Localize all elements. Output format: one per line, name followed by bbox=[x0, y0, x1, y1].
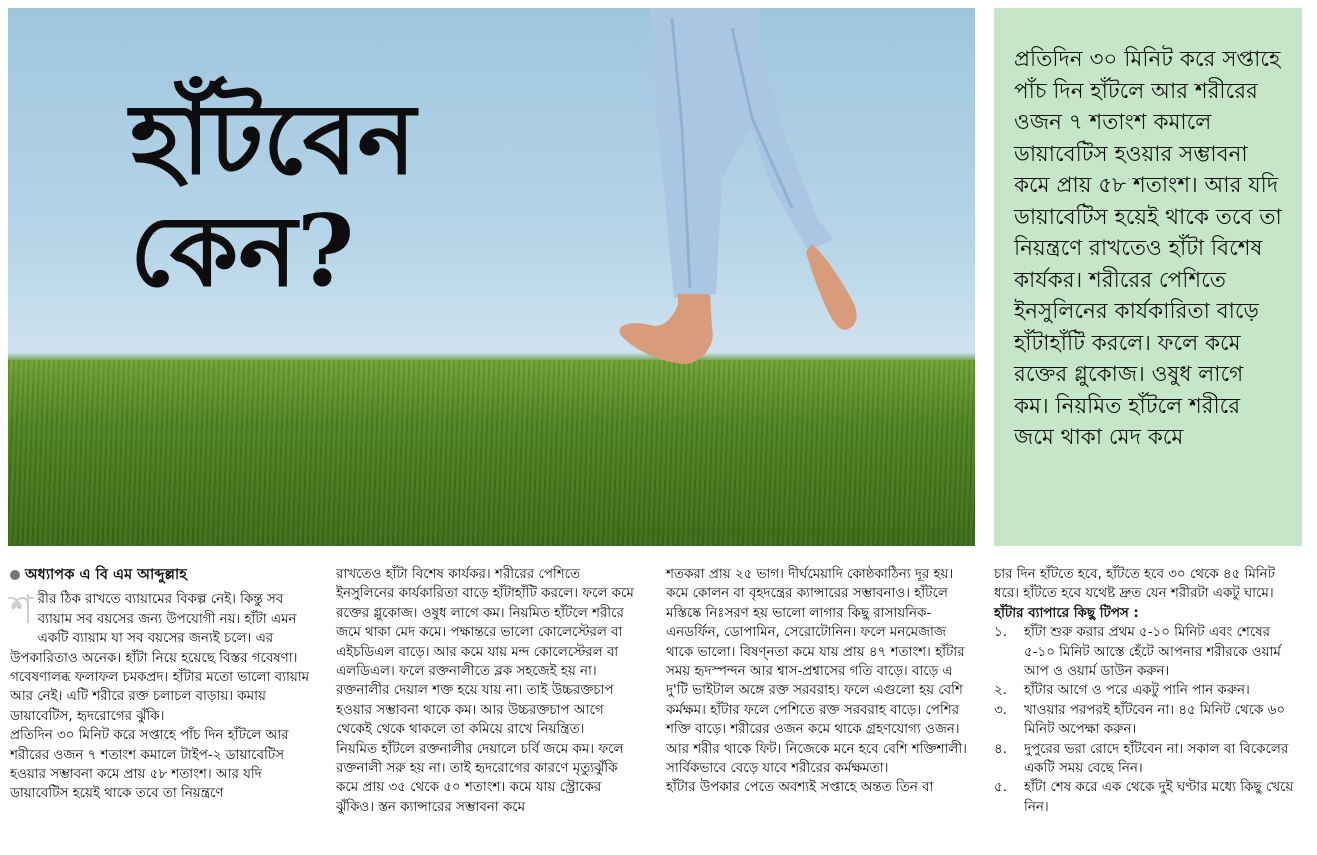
tip-item bbox=[994, 778, 1304, 817]
tip-text: হাঁটার আগে ও পরে একটু পানি পান করুন। bbox=[1024, 683, 1250, 699]
highlight-box bbox=[994, 8, 1302, 546]
article-column-3 bbox=[666, 565, 976, 798]
paragraph: শতকরা প্রায় ২৫ ভাগ। দীর্ঘমেয়াদি কোষ্ঠকাঠিন্য দূর হয়। কমে কোলন বা বৃহদন্ত্রের ক্যান্সারের সম্ভাবনাও। হাঁটলে মস্তিষ্কে নিঃসরণ হয় ভালো লাগার কিছু রাসায়নিক-এনডর্ফিন, ডোপামিন, সেরোটোনিন। ফলে মনমেজাজ থাকে ভালো। বিষণ্নতা কমে যায় প্রায় ৪৭ শতাংশ। হাঁটার সময় হৃদস্পন্দন আর শ্বাস-প্রশ্বাসের গতি বাড়ে। বাড়ে এ দু'টি ভাইটাল অঙ্গে রক্ত সরবরাহ। ফলে এগুলো হয় বেশি কর্মক্ষম। হাঁটার ফলে পেশিতে রক্ত সরবরাহ বাড়ে। পেশির শক্তি বাড়ে। শরীরের ওজন কমে থাকে গ্রহণযোগ্য ওজন। আর শরীর থাকে ফিট। নিজেকে মনে হবে বেশি শক্তিশালী। সার্বিকভাবে বেড়ে যাবে শরীরের কর্মক্ষমতা। bbox=[666, 567, 967, 777]
tip-number: ৩. bbox=[994, 702, 1007, 718]
article-column-4 bbox=[994, 565, 1304, 817]
tip-number: ১. bbox=[994, 625, 1007, 641]
tip-item bbox=[994, 681, 1304, 700]
paragraph: প্রতিদিন ৩০ মিনিট করে সপ্তাহে পাঁচ দিন হাঁটলে আর শরীরের ওজন ৭ শতাংশ কমালে টাইপ-২ ডায়াবেটিস হওয়ার সম্ভাবনা কমে প্রায় ৫৮ শতাংশ। আর যদি ডায়াবেটিস হয়েই থাকে তবে তা নিয়ন্ত্রণে bbox=[10, 728, 289, 802]
tip-text: খাওয়ার পরপরই হাঁটবেন না। ৪৫ মিনিট থেকে ৬০ মিনিট অপেক্ষা করুন। bbox=[1024, 702, 1286, 738]
article-column-1 bbox=[10, 565, 316, 804]
tip-number: ৪. bbox=[994, 741, 1007, 757]
article-column-2 bbox=[336, 565, 640, 817]
headline bbox=[130, 84, 416, 308]
tip-text: হাঁটা শেষ করে এক থেকে দুই ঘণ্টার মধ্যে কিছু খেয়ে নিন। bbox=[1024, 780, 1294, 815]
byline bbox=[10, 565, 316, 584]
paragraph: নিয়মিত হাঁটলে রক্তনালীর দেয়ালে চর্বি জমে কম। ফলে রক্তনালী সরু হয় না। তাই হৃদরোগের কারণে মৃত্যুঝুঁকি কমে প্রায় ৩৫ থেকে ৫০ শতাংশ। কমে যায় স্ট্রোকের ঝুঁকিও। স্তন ক্যান্সারের সম্ভাবনা কমে bbox=[336, 741, 624, 815]
tips-title: হাঁটার ব্যাপারে কিছু টিপস : bbox=[994, 605, 1139, 621]
tip-item bbox=[994, 740, 1304, 779]
paragraph-text: রীর ঠিক রাখতে ব্যায়ামের বিকল্প নেই। কিন্তু সব ব্যায়াম সব বয়সের জন্য উপযোগী নয়। হাঁটা এমন একটি ব্যায়াম যা সব বয়সের জন্যই চলে। এর উপকারিতাও অনেক। হাঁটা নিয়ে হয়েছে বিস্তর গবেষণা। গবেষণালব্ধ ফলাফল চমকপ্রদ। হাঁটার মতো ভালো ব্যায়াম আর নেই। এটি শরীরে রক্ত চলাচল বাড়ায়। কমায় ডায়াবেটিস, হৃদরোগের ঝুঁকি। bbox=[10, 592, 310, 724]
paragraph: রাখতেও হাঁটা বিশেষ কার্যকর। শরীরের পেশিতে ইনসুলিনের কার্যকারিতা বাড়ে হাঁটাহাঁটি করলে। ফলে কমে রক্তের গ্লুকোজ। ওষুধ লাগে কম। নিয়মিত হাঁটলে শরীরে জমে থাকা মেদ কমে। পক্ষান্তরে ভালো কোলেস্টেরল বা এইচডিএল বাড়ে। আর কমে যায় মন্দ কোলেস্টেরল বা এলডিএল। ফলে রক্তনালীতে ব্লক সহজেই হয় না। রক্তনালীর দেয়াল শক্ত হয়ে যায় না। তাই উচ্চরক্তচাপ হওয়ার সম্ভাবনা থাকে কম। আর উচ্চরক্তচাপ আগে থেকেই থেকে থাকলে তা কমিয়ে রাখে নিয়ন্ত্রিত। bbox=[336, 567, 634, 738]
paragraph: চার দিন হাঁটতে হবে, হাঁটতে হবে ৩০ থেকে ৪৫ মিনিট ধরে। হাঁটতে হবে যথেষ্ট দ্রুত যেন শরীরটা একটু ঘামে। bbox=[994, 567, 1275, 602]
paragraph bbox=[10, 587, 316, 726]
walking-legs-illustration bbox=[612, 8, 882, 378]
headline-line-1: হাঁটবেন bbox=[130, 82, 416, 197]
dropcap: শ bbox=[10, 587, 34, 634]
tip-number: ৫. bbox=[994, 780, 1007, 796]
tip-item bbox=[994, 701, 1304, 740]
paragraph: হাঁটার উপকার পেতে অবশ্যই সপ্তাহে অন্তত তিন বা bbox=[666, 780, 934, 796]
highlight-text: প্রতিদিন ৩০ মিনিট করে সপ্তাহে পাঁচ দিন হাঁটলে আর শরীরের ওজন ৭ শতাংশ কমালে ডায়াবেটিস হওয়ার সম্ভাবনা কমে প্রায় ৫৮ শতাংশ। আর যদি ডায়াবেটিস হয়েই থাকে তবে তা নিয়ন্ত্রণে রাখতেও হাঁটা বিশেষ কার্যকর। শরীরের পেশিতে ইনসুলিনের কার্যকারিতা বাড়ে হাঁটাহাঁটি করলে। ফলে কমে রক্তের গ্লুকোজ। ওষুধ লাগে কম। নিয়মিত হাঁটলে শরীরে জমে থাকা মেদ কমে bbox=[1014, 47, 1282, 450]
tip-text: দুপুরের ভরা রোদে হাঁটবেন না। সকাল বা বিকেলের একটি সময় বেছে নিন। bbox=[1024, 741, 1289, 777]
bullet-icon bbox=[10, 570, 20, 580]
author-name: অধ্যাপক এ বি এম আব্দুল্লাহ bbox=[25, 566, 187, 583]
grass-field bbox=[8, 360, 975, 546]
tip-number: ২. bbox=[994, 683, 1007, 699]
hero-photo bbox=[8, 8, 975, 546]
tip-text: হাঁটা শুরু করার প্রথম ৫-১০ মিনিট এবং শেষের ৫-১০ মিনিট আস্তে হেঁটে আপনার শরীরকে ওয়ার্ম আপ ও ওয়ার্ম ডাউন করুন। bbox=[1024, 625, 1281, 680]
tip-item bbox=[994, 623, 1304, 681]
tips-list bbox=[994, 623, 1304, 817]
headline-line-2: কেন? bbox=[130, 194, 355, 309]
